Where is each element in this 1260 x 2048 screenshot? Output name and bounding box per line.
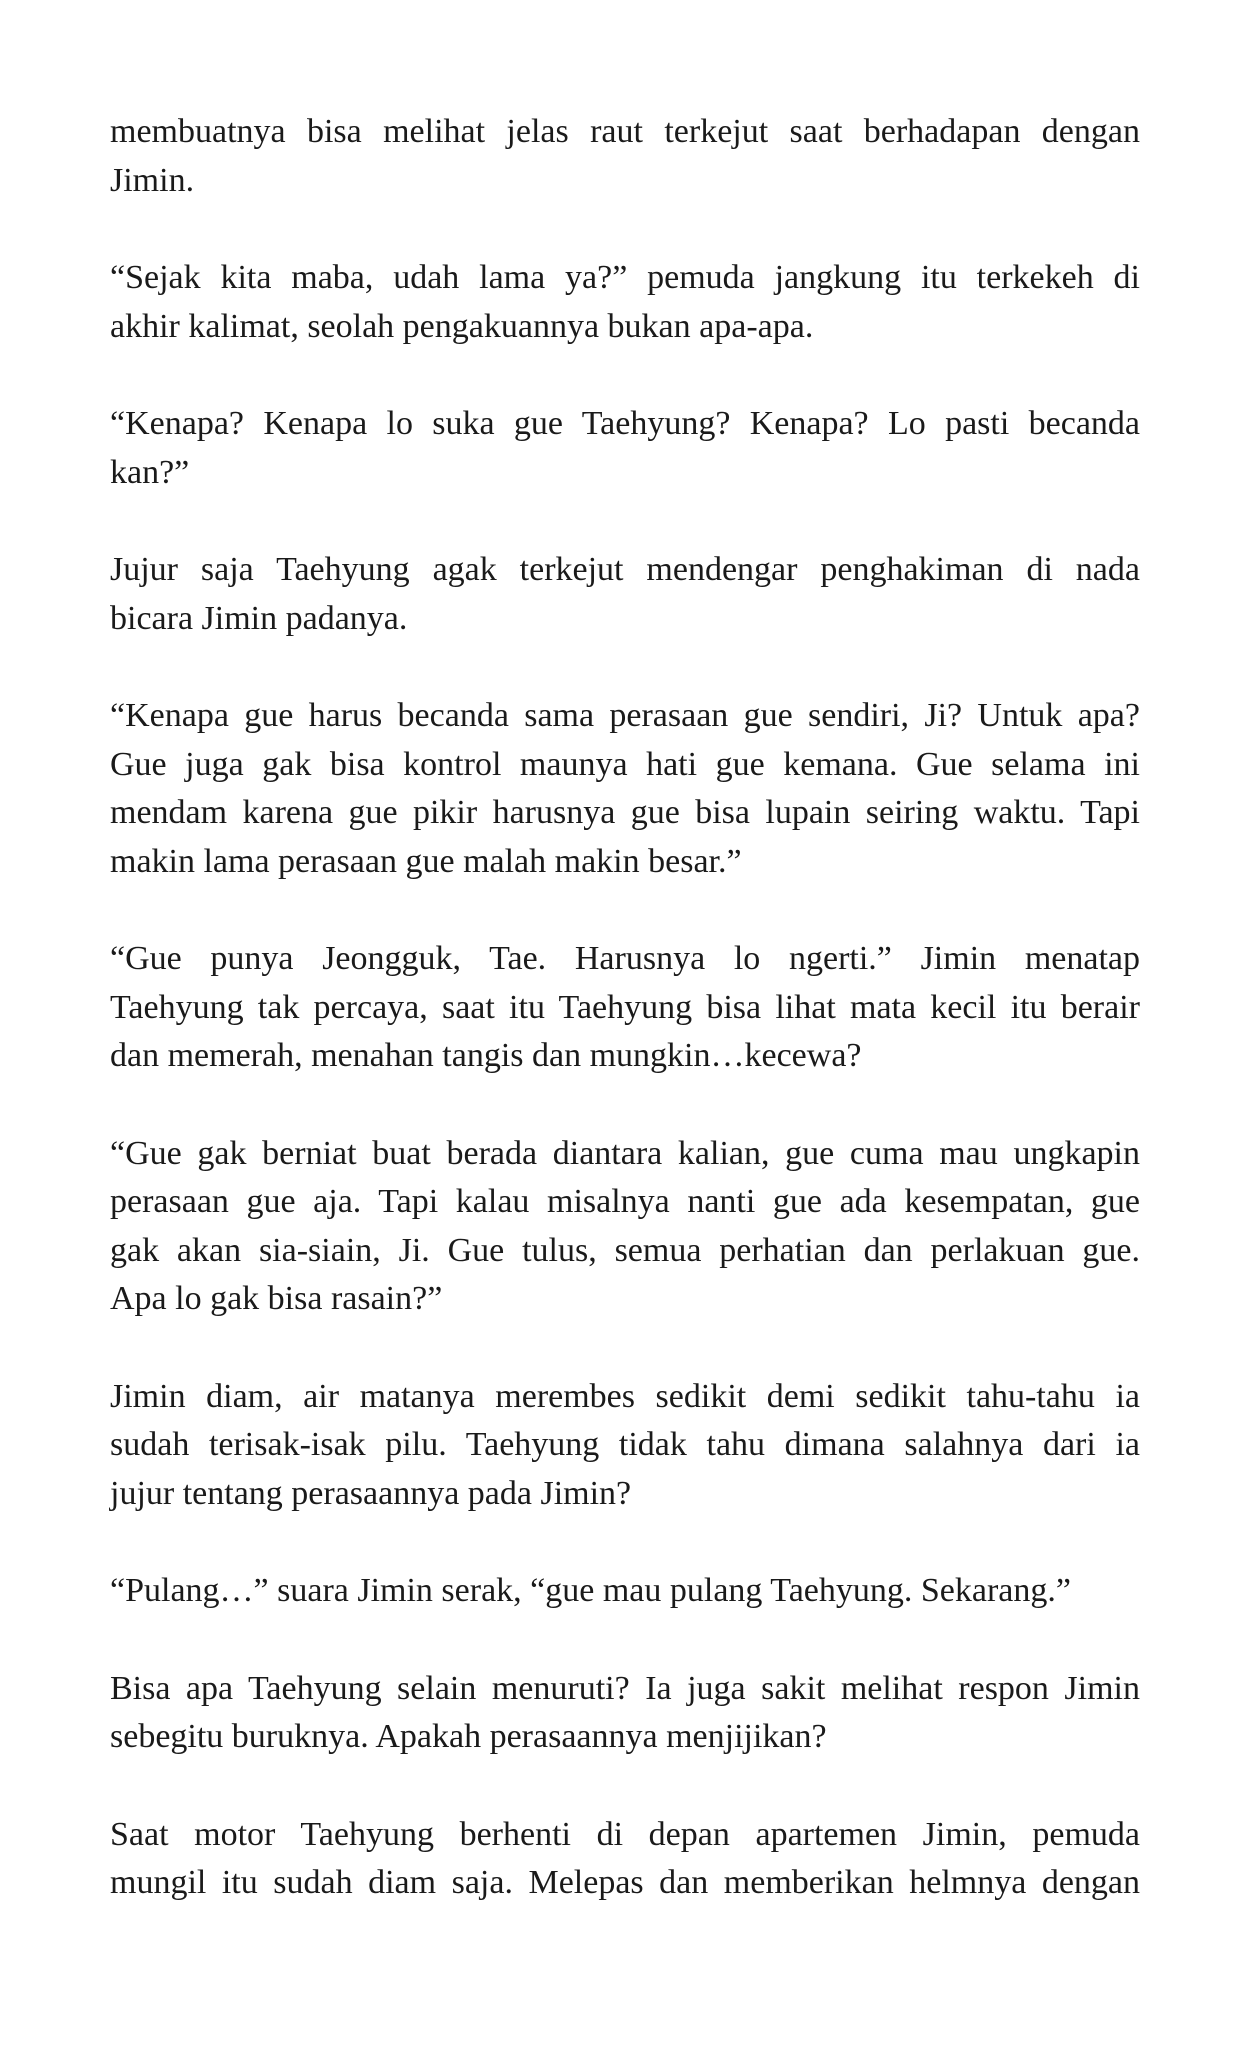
text-line: mungil itu sudah diam saja. Melepas dan memberikan helmnya dengan [110, 1864, 1140, 1901]
document-page [110, 108, 1140, 1908]
text-line: “Kenapa? Kenapa lo suka gue Taehyung? Kenapa? Lo pasti becanda [110, 405, 1140, 442]
text-line: Bisa apa Taehyung selain menuruti? Ia juga sakit melihat respon Jimin [110, 1669, 1140, 1707]
paragraph-4 [110, 546, 1140, 643]
paragraph-3 [110, 400, 1140, 497]
text-line: gak akan sia-siain, Ji. Gue tulus, semua perhatian dan perlakuan gue. [110, 1231, 1140, 1269]
text-line: membuatnya bisa melihat jelas raut terkejut saat berhadapan dengan [110, 113, 1140, 150]
text-line: “Kenapa gue harus becanda sama perasaan gue sendiri, Ji? Untuk apa? [110, 697, 1140, 734]
paragraph-1 [110, 108, 1140, 205]
paragraph-7 [110, 1130, 1140, 1324]
text-line: dan memerah, menahan tangis dan mungkin…kecewa? [110, 1037, 862, 1074]
text-line: “Pulang…” suara Jimin serak, “gue mau pulang Taehyung. Sekarang.” [110, 1572, 1071, 1609]
paragraph-6 [110, 935, 1140, 1081]
text-line: Gue juga gak bisa kontrol maunya hati gue kemana. Gue selama ini [110, 745, 1140, 783]
paragraph-9 [110, 1567, 1140, 1616]
text-line: jujur tentang perasaannya pada Jimin? [110, 1474, 632, 1512]
paragraph-5 [110, 692, 1140, 886]
paragraph-11 [110, 1811, 1140, 1908]
text-line: Taehyung tak percaya, saat itu Taehyung bisa lihat mata kecil itu berair [110, 988, 1140, 1026]
text-line: Jujur saja Taehyung agak terkejut mendengar penghakiman di nada [110, 551, 1140, 588]
text-line: akhir kalimat, seolah pengakuannya bukan apa-apa. [110, 307, 814, 345]
text-line: Jimin. [110, 161, 195, 199]
text-line: kan?” [110, 453, 190, 491]
text-line: “Sejak kita maba, udah lama ya?” pemuda jangkung itu terkekeh di [110, 259, 1140, 296]
text-line: bicara Jimin padanya. [110, 599, 408, 637]
text-line: Jimin diam, air matanya merembes sedikit demi sedikit tahu-tahu ia [110, 1377, 1140, 1415]
text-line: Apa lo gak bisa rasain?” [110, 1280, 443, 1317]
text-line: “Gue punya Jeongguk, Tae. Harusnya lo ngerti.” Jimin menatap [110, 940, 1140, 977]
text-line: perasaan gue aja. Tapi kalau misalnya nanti gue ada kesempatan, gue [110, 1183, 1140, 1220]
paragraph-2 [110, 254, 1140, 351]
paragraph-10 [110, 1665, 1140, 1762]
text-line: sebegitu buruknya. Apakah perasaannya menjijikan? [110, 1718, 827, 1755]
text-line: Saat motor Taehyung berhenti di depan apartemen Jimin, pemuda [110, 1815, 1140, 1853]
text-line: makin lama perasaan gue malah makin besar.” [110, 842, 742, 880]
text-line: mendam karena gue pikir harusnya gue bisa lupain seiring waktu. Tapi [110, 794, 1140, 831]
paragraph-8 [110, 1373, 1140, 1519]
text-line: “Gue gak berniat buat berada diantara kalian, gue cuma mau ungkapin [110, 1134, 1140, 1172]
text-line: sudah terisak-isak pilu. Taehyung tidak tahu dimana salahnya dari ia [110, 1426, 1140, 1463]
